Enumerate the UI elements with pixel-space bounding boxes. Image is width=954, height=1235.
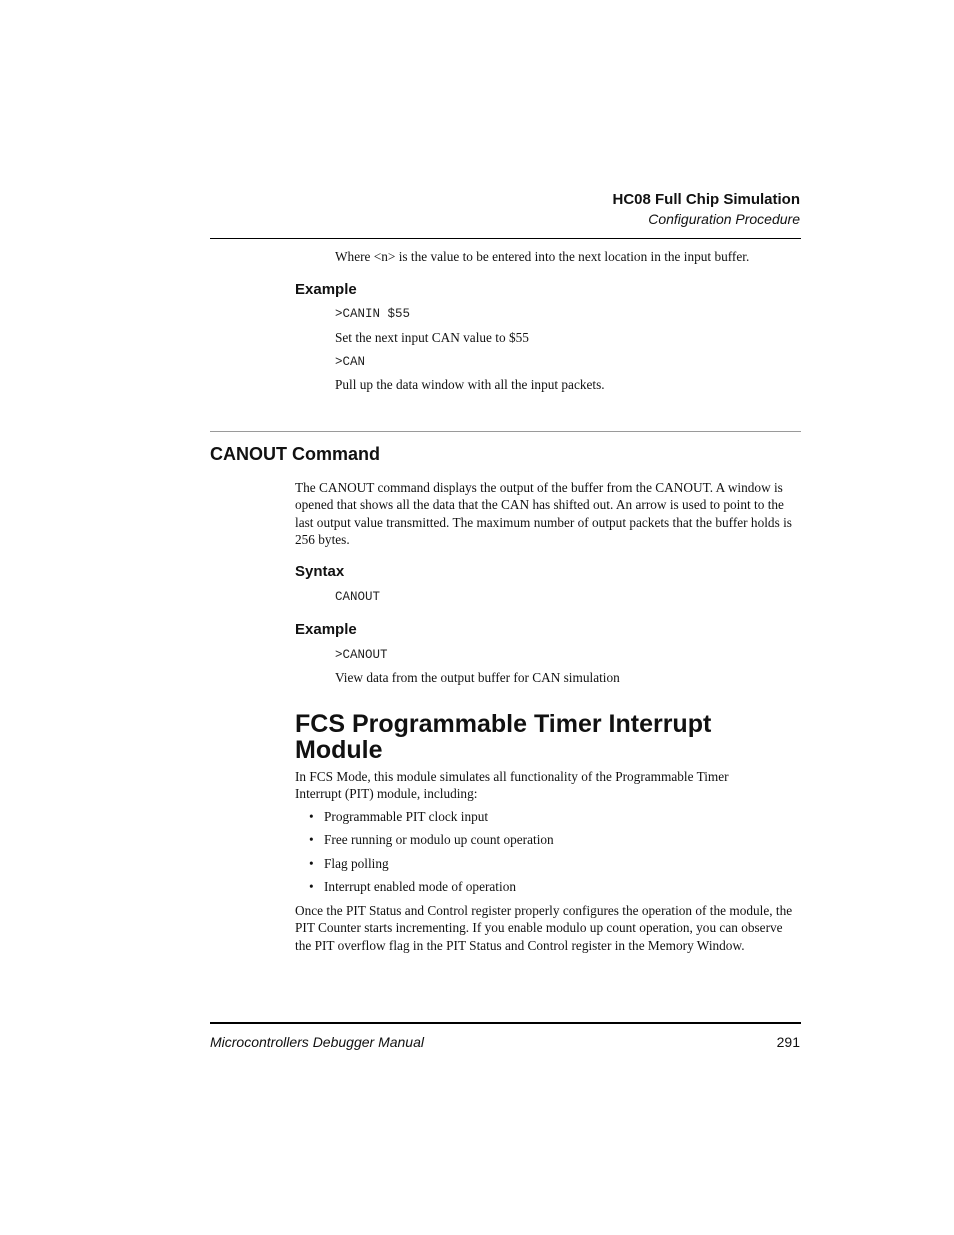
canout-example-code: >CANOUT: [335, 648, 388, 662]
bullet-icon: •: [309, 809, 314, 824]
list-item-text: Programmable PIT clock input: [324, 809, 489, 824]
can-example-description: Pull up the data window with all the input packets.: [335, 377, 605, 392]
running-header-title: HC08 Full Chip Simulation: [612, 191, 800, 208]
footer-rule: [210, 1022, 801, 1024]
list-item: [309, 878, 789, 901]
canin-example-heading: Example: [295, 281, 357, 298]
list-item-text: Flag polling: [324, 855, 389, 871]
list-item: [309, 808, 789, 831]
list-item: [309, 831, 789, 854]
page-number: 291: [776, 1034, 800, 1050]
pit-module-paragraph: Once the PIT Status and Control register properly configures the operation of the module, the PIT Counter starts incrementing. If you enable modulo up count operation, you can observe the PIT overflow flag in the PIT Status and Control register in the Memory Window.: [295, 903, 793, 953]
canout-example-description: View data from the output buffer for CAN simulation: [335, 670, 620, 685]
pit-module-heading: FCS Programmable Timer Interrupt Module: [295, 710, 712, 764]
header-rule: [210, 238, 801, 239]
pit-module-intro: In FCS Mode, this module simulates all functionality of the Programmable Timer Interrupt (PIT) module, including:: [295, 769, 729, 802]
section-divider: [210, 431, 801, 432]
canout-syntax-code: CANOUT: [335, 590, 381, 604]
canin-intro-text: Where <n> is the value to be entered into the next location in the input buffer.: [335, 249, 750, 264]
canin-example-code: >CANIN $55: [335, 307, 411, 321]
canout-syntax-heading: Syntax: [295, 563, 345, 580]
canout-description: The CANOUT command displays the output of the buffer from the CANOUT. A window is opened that shows all the data that the CAN has shifted out. An arrow is used to point to the last output value transmitted. The maximum number of output packets that the buffer holds is 256 bytes.: [295, 480, 792, 547]
list-item-text: Interrupt enabled mode of operation: [324, 878, 516, 894]
canout-example-heading: Example: [295, 621, 357, 638]
footer-manual-title: Microcontrollers Debugger Manual: [210, 1034, 424, 1050]
canout-heading: CANOUT Command: [210, 444, 380, 464]
pit-feature-list: [309, 808, 789, 901]
canin-example-description: Set the next input CAN value to $55: [335, 330, 529, 345]
can-example-code: >CAN: [335, 355, 366, 369]
running-header-subtitle: Configuration Procedure: [648, 211, 800, 227]
bullet-icon: •: [309, 878, 314, 894]
list-item-text: Free running or modulo up count operation: [324, 832, 554, 848]
bullet-icon: •: [309, 832, 314, 848]
bullet-icon: •: [309, 855, 314, 871]
list-item: [309, 855, 789, 878]
